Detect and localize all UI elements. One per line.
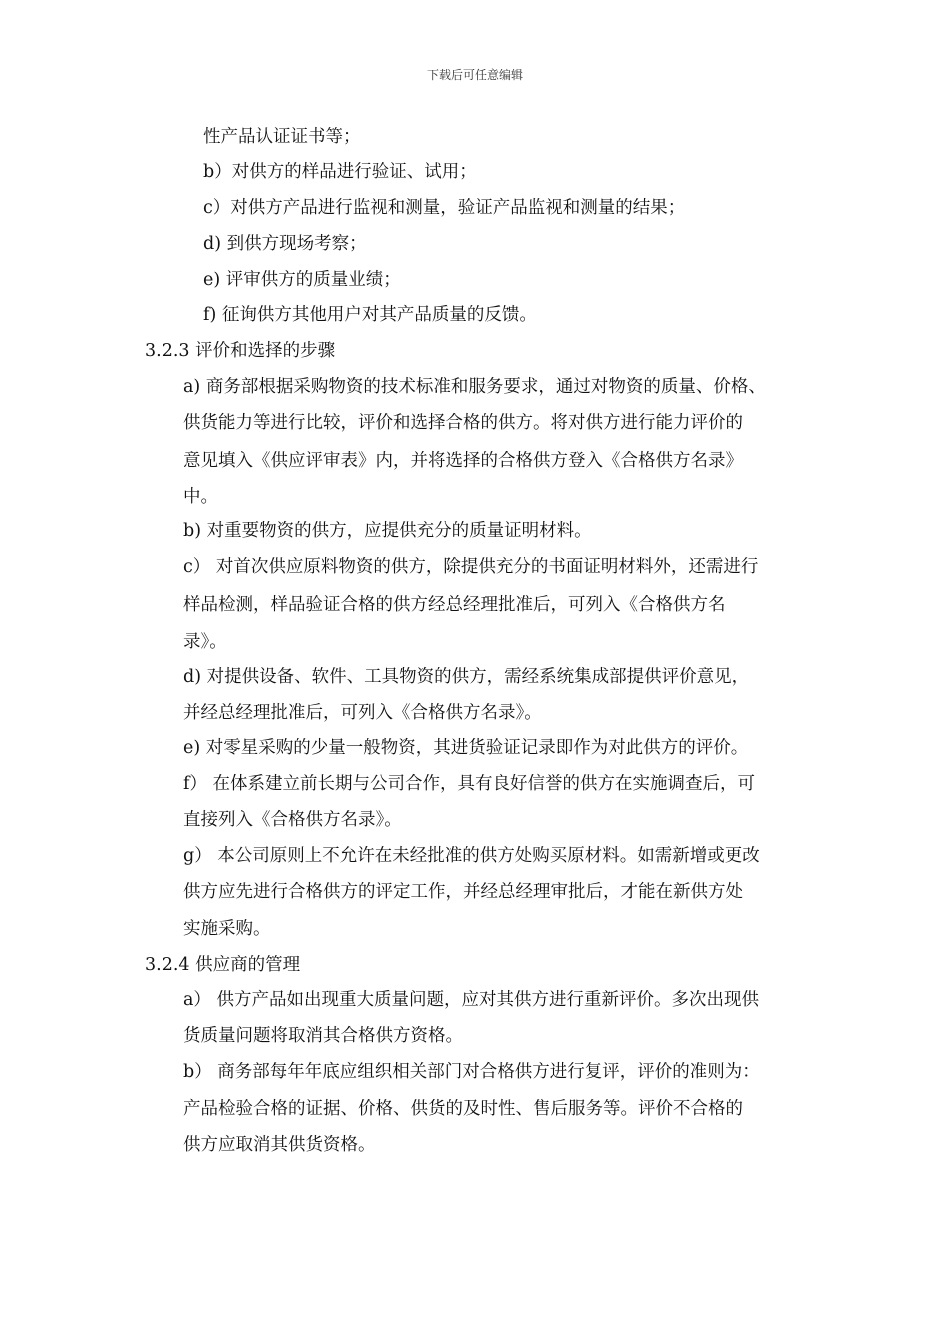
body-line: 货质量问题将取消其合格供方资格。 bbox=[183, 1026, 463, 1046]
list-item: a) 商务部根据采购物资的技术标准和服务要求，通过对物资的质量、价格、 bbox=[183, 377, 766, 397]
list-item: d) 对提供设备、软件、工具物资的供方，需经系统集成部提供评价意见， bbox=[183, 667, 750, 687]
list-item: b）对供方的样品进行验证、试用； bbox=[203, 162, 477, 182]
body-line: 性产品认证证书等； bbox=[203, 127, 361, 147]
page-header: 下载后可任意编辑 bbox=[426, 68, 523, 82]
body-line: 样品检测，样品验证合格的供方经总经理批准后，可列入《合格供方名 bbox=[183, 595, 726, 615]
body-line: 产品检验合格的证据、价格、供货的及时性、售后服务等。评价不合格的 bbox=[183, 1099, 743, 1119]
list-item: e) 对零星采购的少量一般物资，其进货验证记录即作为对此供方的评价。 bbox=[183, 738, 749, 758]
body-line: 中。 bbox=[183, 487, 218, 507]
list-item: d) 到供方现场考察； bbox=[203, 234, 367, 254]
body-line: 录》。 bbox=[183, 632, 227, 652]
list-item: g） 本公司原则上不允许在未经批准的供方处购买原材料。如需新增或更改 bbox=[183, 846, 760, 866]
body-line: 供方应先进行合格供方的评定工作，并经总经理审批后，才能在新供方处 bbox=[183, 882, 743, 902]
list-item: a） 供方产品如出现重大质量问题，应对其供方进行重新评价。多次出现供 bbox=[183, 990, 759, 1010]
body-line: 并经总经理批准后，可列入《合格供方名录》。 bbox=[183, 703, 542, 723]
body-line: 供方应取消其供货资格。 bbox=[183, 1135, 376, 1155]
list-item: f) 征询供方其他用户对其产品质量的反馈。 bbox=[203, 305, 537, 325]
body-line: 直接列入《合格供方名录》。 bbox=[183, 810, 402, 830]
list-item: c） 对首次供应原料物资的供方，除提供充分的书面证明材料外，还需进行 bbox=[183, 557, 759, 577]
list-item: b） 商务部每年年底应组织相关部门对合格供方进行复评，评价的准则为： bbox=[183, 1062, 760, 1082]
list-item: b) 对重要物资的供方，应提供充分的质量证明材料。 bbox=[183, 521, 592, 541]
body-line: 实施采购。 bbox=[183, 919, 271, 939]
section-heading: 3.2.3 评价和选择的步骤 bbox=[145, 341, 336, 361]
body-line: 意见填入《供应评审表》内，并将选择的合格供方登入《合格供方名录》 bbox=[183, 451, 743, 471]
section-heading: 3.2.4 供应商的管理 bbox=[145, 955, 301, 975]
list-item: e) 评审供方的质量业绩； bbox=[203, 270, 401, 290]
list-item: f） 在体系建立前长期与公司合作，具有良好信誉的供方在实施调查后，可 bbox=[183, 774, 756, 794]
body-line: 供货能力等进行比较，评价和选择合格的供方。将对供方进行能力评价的 bbox=[183, 413, 743, 433]
list-item: c）对供方产品进行监视和测量，验证产品监视和测量的结果； bbox=[203, 198, 686, 218]
